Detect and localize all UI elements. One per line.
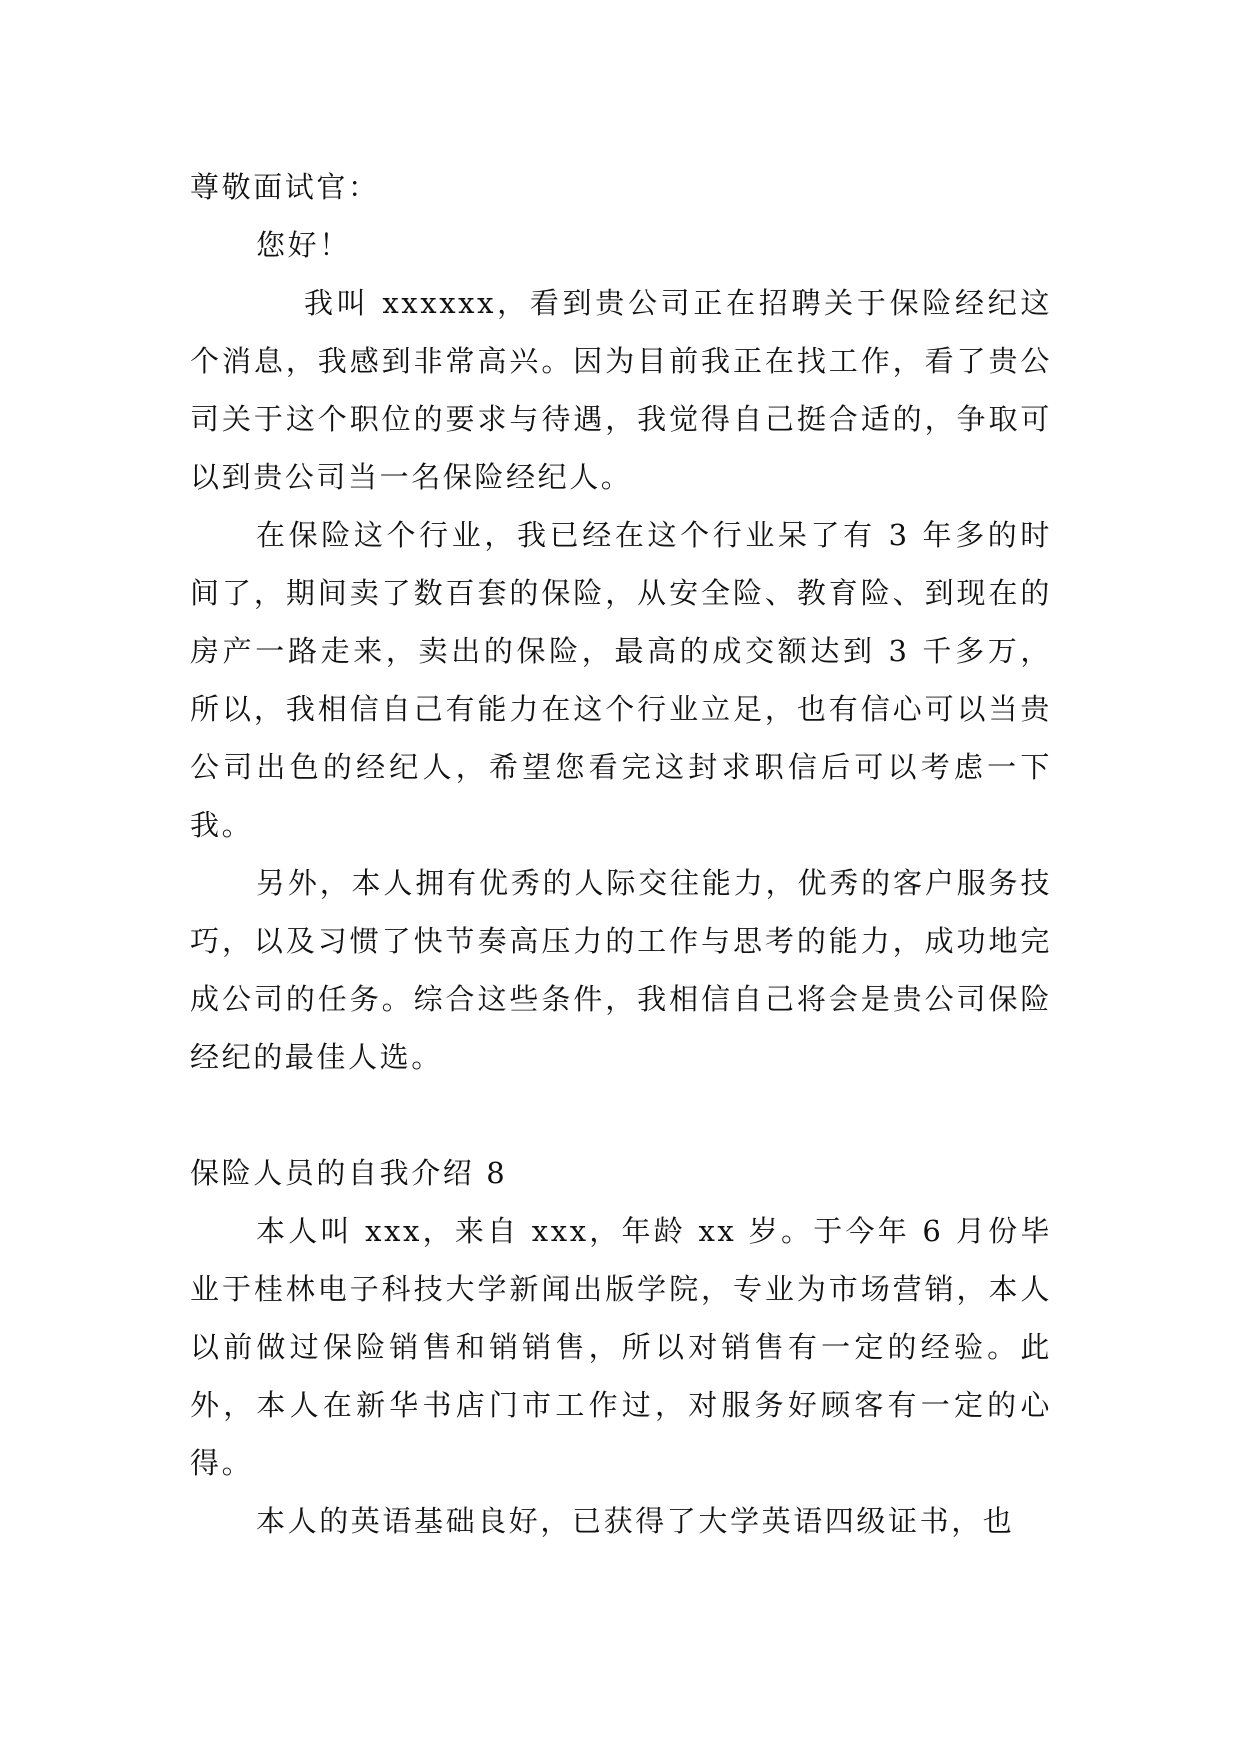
document-body: [190, 158, 1052, 1550]
letter-paragraph-1: 我叫 xxxxxx，看到贵公司正在招聘关于保险经纪这个消息，我感到非常高兴。因为目前我正在找工作，看了贵公司关于这个职位的要求与待遇，我觉得自己挺合适的，争取可以到贵公司当一名保险经纪人。: [190, 286, 1052, 494]
salutation: 尊敬面试官：: [190, 170, 380, 204]
letter-paragraph-3: 另外，本人拥有优秀的人际交往能力，优秀的客户服务技巧，以及习惯了快节奏高压力的工作与思考的能力，成功地完成公司的任务。综合这些条件，我相信自己将会是贵公司保险经纪的最佳人选。: [190, 866, 1052, 1074]
section-paragraph-1: 本人叫 xxx，来自 xxx，年龄 xx 岁。于今年 6 月份毕业于桂林电子科技大学新闻出版学院，专业为市场营销，本人以前做过保险销售和销销售，所以对销售有一定的经验。此外，本人在新华书店门市工作过，对服务好顾客有一定的心得。: [190, 1214, 1052, 1480]
greeting: 您好！: [256, 228, 351, 262]
letter-paragraph-2: 在保险这个行业，我已经在这个行业呆了有 3 年多的时间了，期间卖了数百套的保险，从安全险、教育险、到现在的房产一路走来，卖出的保险，最高的成交额达到 3 千多万，所以，我相信自己有能力在这个行业立足，也有信心可以当贵公司出色的经纪人，希望您看完这封求职信后可以考虑一下我。: [190, 518, 1052, 842]
section-paragraph-2: 本人的英语基础良好，已获得了大学英语四级证书，也: [256, 1504, 1015, 1538]
section-heading: 保险人员的自我介绍 8: [190, 1156, 508, 1190]
